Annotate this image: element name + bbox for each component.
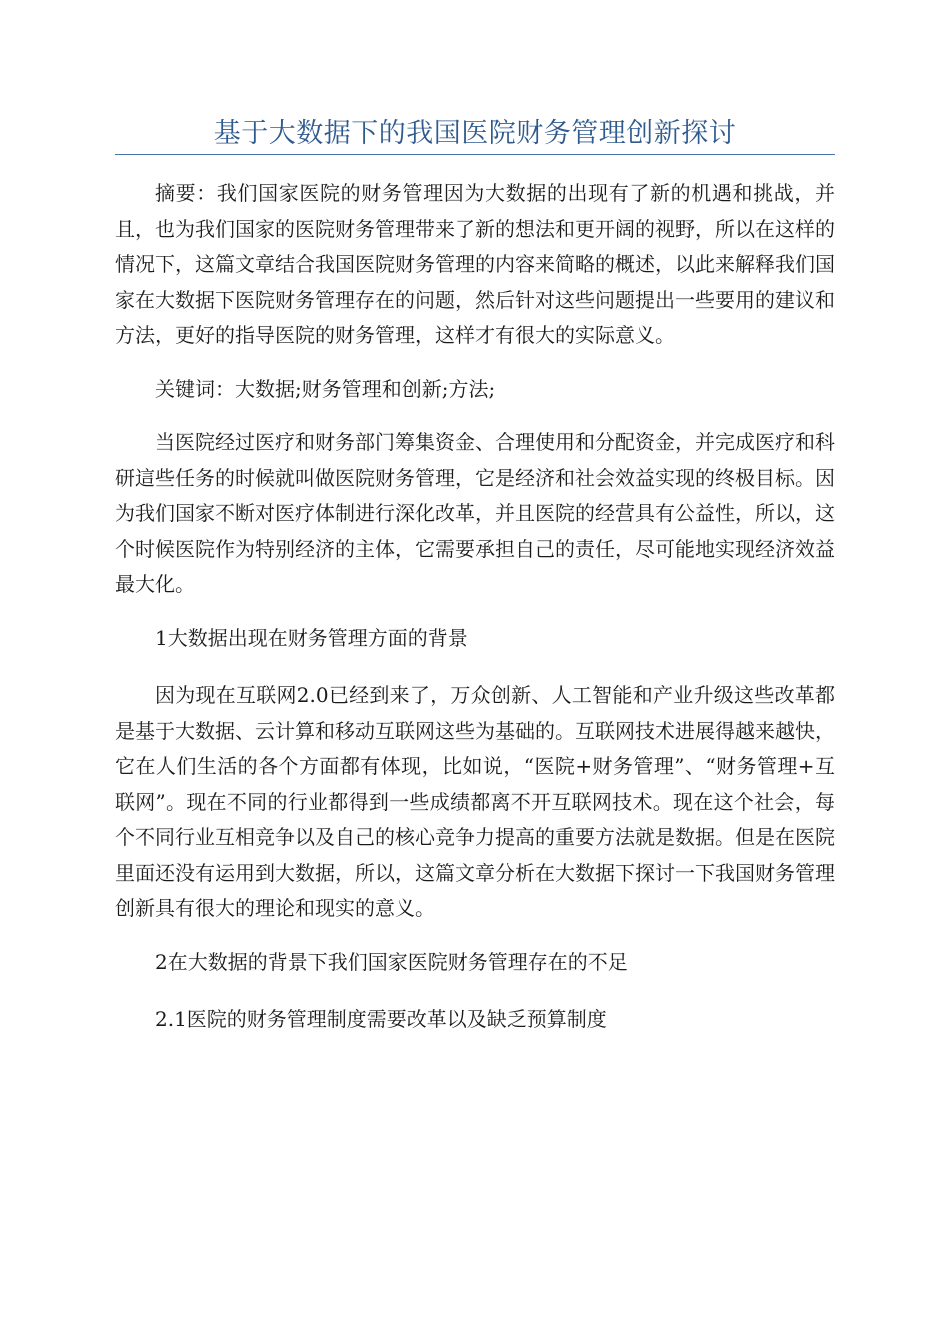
page-title: 基于大数据下的我国医院财务管理创新探讨 <box>213 118 737 149</box>
section-heading-2-1: 2.1医院的财务管理制度需要改革以及缺乏预算制度 <box>155 1007 607 1031</box>
document-body <box>115 176 835 1060</box>
section-heading-2: 2在大数据的背景下我们国家医院财务管理存在的不足 <box>155 949 628 974</box>
section-1-paragraph: 因为现在互联网2.0已经到来了，万众创新、人工智能和产业升级这些改革都是基于大数据、云计算和移动互联网这些为基础的。互联网技术进展得越来越快，它在人们生活的各个方面都有体现，比如说，“医院+财务管理”、“财务管理+互联网”。现在不同的行业都得到一些成绩都离不开互联网技术。现在这个社会，每个不同行业互相竞争以及自己的核心竞争力提高的重要方法就是数据。但是在医院里面还没有运用到大数据，所以，这篇文章分析在大数据下探讨一下我国财务管理创新具有很大的理论和现实的意义。 <box>115 683 835 920</box>
abstract-paragraph: 摘要：我们国家医院的财务管理因为大数据的出现有了新的机遇和挑战，并且，也为我们国家的医院财务管理带来了新的想法和更开阔的视野，所以在这样的情况下，这篇文章结合我国医院财务管理的内容来简略的概述，以此来解释我们国家在大数据下医院财务管理存在的问题，然后针对这些问题提出一些要用的建议和方法，更好的指导医院的财务管理，这样才有很大的实际意义。 <box>115 181 835 347</box>
title-underline <box>115 154 835 155</box>
intro-paragraph: 当医院经过医疗和财务部门筹集资金、合理使用和分配资金，并完成医疗和科研這些任务的时候就叫做医院财务管理，它是经济和社会效益实现的终极目标。因为我们国家不断对医疗体制进行深化改革，并且医院的经营具有公益性，所以，这个时候医院作为特别经济的主体，它需要承担自己的责任，尽可能地实现经济效益最大化。 <box>115 430 835 596</box>
keywords-paragraph: 关键词：大数据;财务管理和创新;方法; <box>155 376 496 401</box>
section-heading-1: 1大数据出现在财务管理方面的背景 <box>155 625 468 650</box>
